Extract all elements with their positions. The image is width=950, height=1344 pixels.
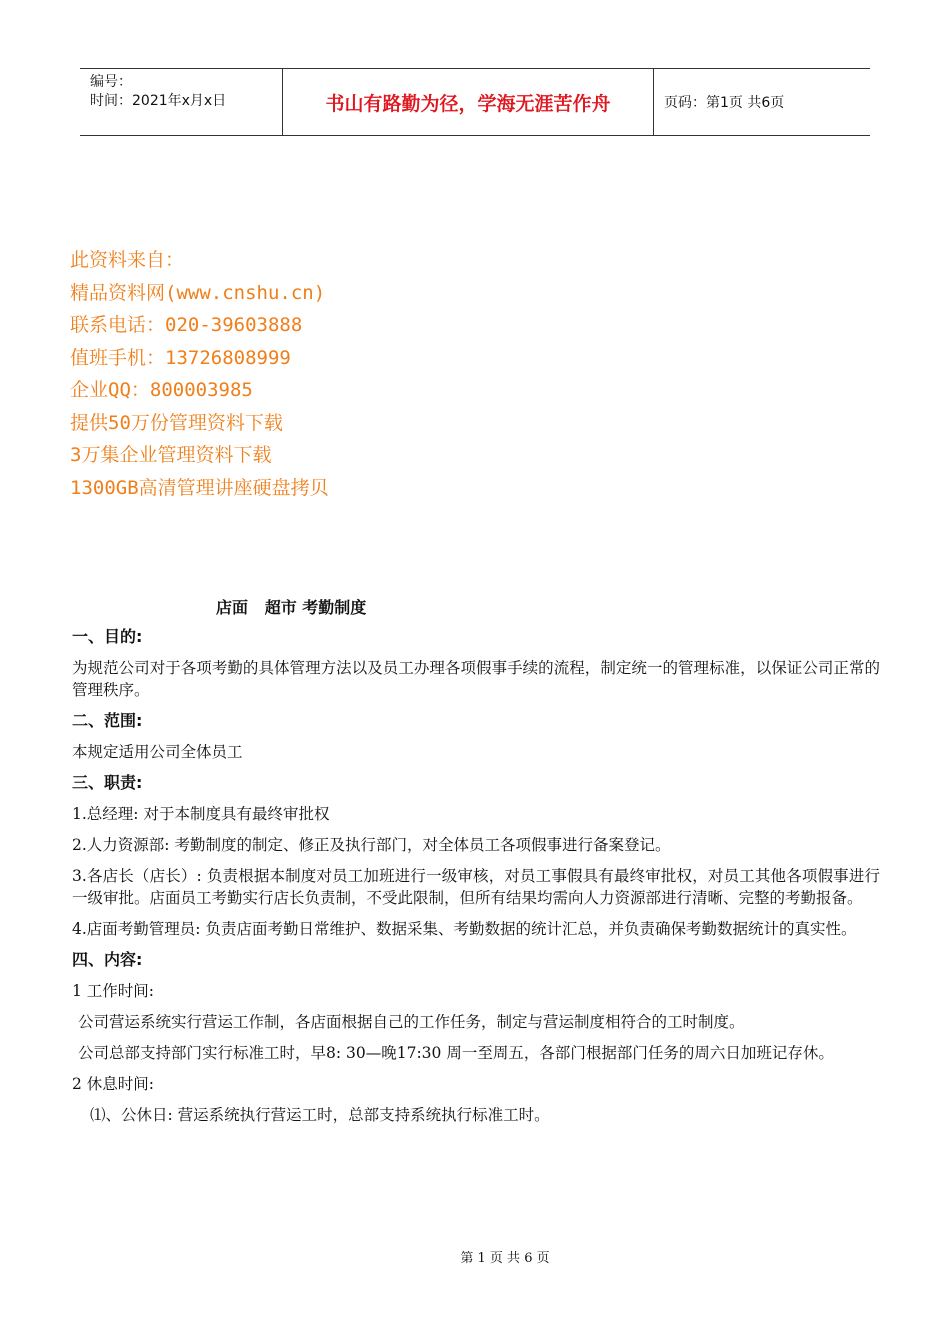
subheading-rest-time: 2 休息时间: — [72, 1075, 155, 1093]
header-page-info: 页码：第1页 共6页 — [664, 95, 785, 111]
paragraph-duty-3: 3.各店长（店长）: 负责根据本制度对员工加班进行一级审核，对员工事假具有最终审批权，对员工其他各项假事进行一级审批。店面员工考勤实行店长负责制，不受此限制，但所有结果均需向人力资源部进行清晰、完整的考勤报备。 — [72, 867, 880, 907]
ad-line: 企业QQ：800003985 — [70, 379, 253, 401]
section-heading-scope: 二、范围: — [72, 711, 143, 730]
header-meta-cell — [80, 69, 282, 135]
section-heading-duty: 三、职责: — [72, 773, 143, 792]
paragraph-scope: 本规定适用公司全体员工 — [72, 743, 243, 761]
paragraph-duty-2: 2.人力资源部: 考勤制度的制定、修正及执行部门，对全体员工各项假事进行备案登记。 — [72, 836, 671, 854]
paragraph-duty-1: 1.总经理: 对于本制度具有最终审批权 — [72, 805, 330, 823]
ad-line: 提供50万份管理资料下载 — [70, 411, 283, 434]
paragraph-rest-time-1: ⑴、公休日: 营运系统执行营运工时，总部支持系统执行标准工时。 — [90, 1106, 550, 1124]
document-body — [72, 626, 880, 1135]
subheading-work-time: 1 工作时间: — [72, 982, 155, 1000]
document-title: 店面 超市 考勤制度 — [216, 598, 367, 617]
ad-line: 精品资料网(www.cnshu.cn) — [70, 281, 326, 304]
page-footer: 第 1 页 共 6 页 — [460, 1251, 550, 1266]
ad-line: 3万集企业管理资料下载 — [70, 444, 272, 466]
ad-block — [70, 244, 329, 504]
ad-line: 值班手机：13726808999 — [70, 346, 291, 369]
section-heading-content: 四、内容: — [72, 950, 143, 969]
paragraph-work-time-1: 公司营运系统实行营运工作制，各店面根据自己的工作任务，制定与营运制度相符合的工时制度。 — [78, 1013, 745, 1031]
header-motto: 书山有路勤为径，学海无涯苦作舟 — [282, 69, 654, 135]
serial-label: 编号： — [90, 74, 132, 90]
time-label: 时间：2021年x月x日 — [90, 93, 227, 109]
paragraph-work-time-2: 公司总部支持部门实行标准工时，早8: 30—晚17:30 周一至周五，各部门根据部门任务的周六日加班记存休。 — [78, 1044, 834, 1062]
ad-line: 1300GB高清管理讲座硬盘拷贝 — [70, 476, 329, 499]
section-heading-purpose: 一、目的: — [72, 627, 143, 646]
ad-line: 此资料来自： — [70, 249, 185, 271]
paragraph-duty-4: 4.店面考勤管理员: 负责店面考勤日常维护、数据采集、考勤数据的统计汇总，并负责确保考勤数据统计的真实性。 — [72, 920, 857, 938]
ad-line: 联系电话：020-39603888 — [70, 314, 303, 336]
paragraph-purpose: 为规范公司对于各项考勤的具体管理方法以及员工办理各项假事手续的流程，制定统一的管理标准，以保证公司正常的管理秩序。 — [72, 659, 880, 699]
header-table — [80, 68, 870, 136]
